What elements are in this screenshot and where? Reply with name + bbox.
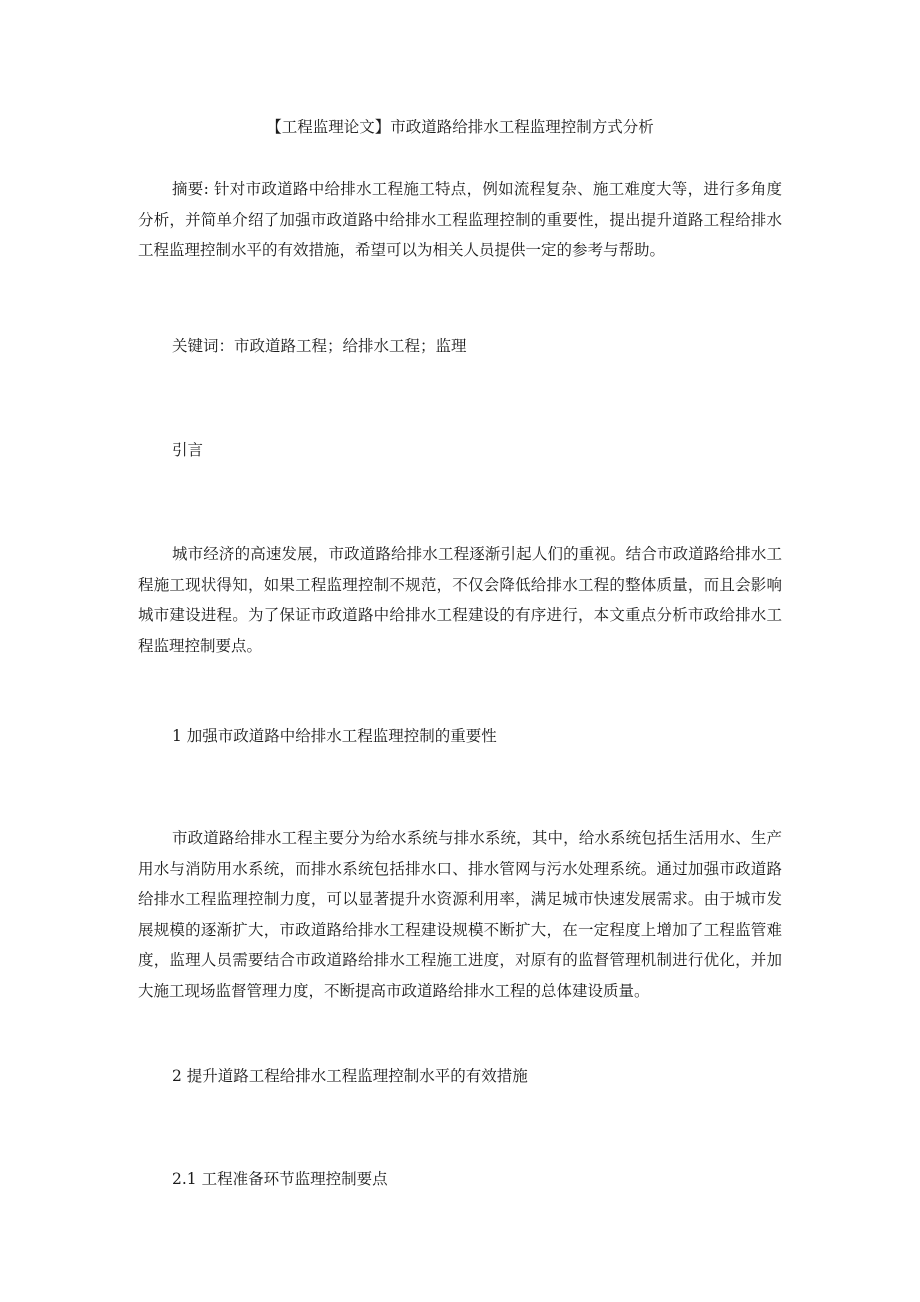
keywords-line: 关键词：市政道路工程；给排水工程；监理 <box>172 337 467 355</box>
abstract-paragraph: 摘要: 针对市政道路中给排水工程施工特点，例如流程复杂、施工难度大等，进行多角度分析，并简单介绍了加强市政道路中给排水工程监理控制的重要性，提出提升道路工程给排水工程监理控制水平的有效措施，希望可以为相关人员提供一定的参考与帮助。 <box>138 180 782 259</box>
section-2-1-heading: 2.1 工程准备环节监理控制要点 <box>172 1170 388 1188</box>
section-2-heading: 2 提升道路工程给排水工程监理控制水平的有效措施 <box>172 1067 528 1085</box>
intro-heading: 引言 <box>172 441 204 459</box>
section-1-heading: 1 加强市政道路中给排水工程监理控制的重要性 <box>172 727 497 745</box>
intro-paragraph: 城市经济的高速发展，市政道路给排水工程逐渐引起人们的重视。结合市政道路给排水工程施工现状得知，如果工程监理控制不规范，不仅会降低给排水工程的整体质量，而且会影响城市建设进程。为了保证市政道路中给排水工程建设的有序进行，本文重点分析市政给排水工程监理控制要点。 <box>138 545 782 655</box>
document-title: 【工程监理论文】市政道路给排水工程监理控制方式分析 <box>266 118 654 136</box>
section-1-paragraph: 市政道路给排水工程主要分为给水系统与排水系统，其中，给水系统包括生活用水、生产用水与消防用水系统，而排水系统包括排水口、排水管网与污水处理系统。通过加强市政道路给排水工程监理控制力度，可以显著提升水资源利用率，满足城市快速发展需求。由于城市发展规模的逐渐扩大，市政道路给排水工程建设规模不断扩大，在一定程度上增加了工程监管难度，监理人员需要结合市政道路给排水工程施工进度，对原有的监督管理机制进行优化，并加大施工现场监督管理力度，不断提高市政道路给排水工程的总体建设质量。 <box>138 829 782 1000</box>
